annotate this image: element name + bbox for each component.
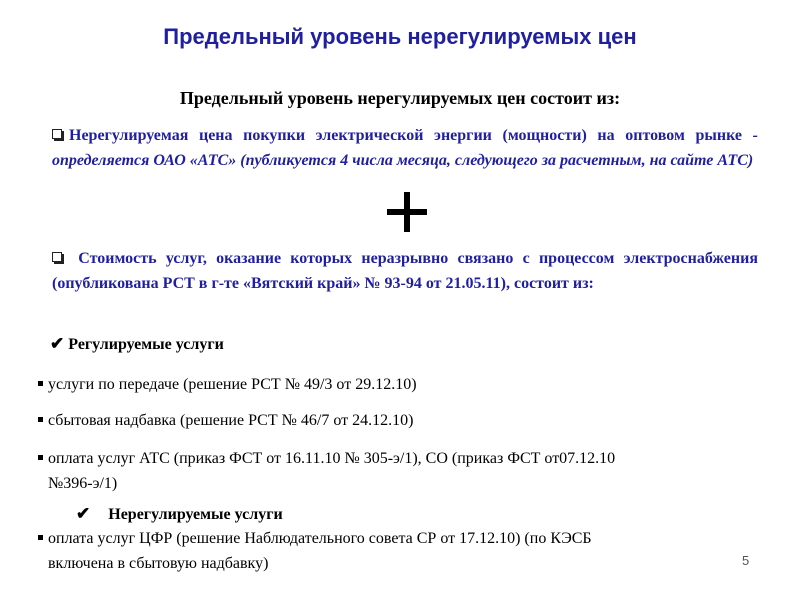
list-item: оплата услуг ЦФР (решение Наблюдательного совета СР от 17.12.10) (по КЭСБ включена в сбытовую надбавку)	[38, 526, 760, 576]
list-item: сбытовая надбавка (решение РСТ № 46/7 от 24.12.10)	[38, 408, 760, 433]
regulated-heading-text: Регулируемые услуги	[68, 336, 224, 353]
bullet-services-cost	[52, 247, 758, 296]
list-item: оплата услуг АТС (приказ ФСТ от 16.11.10 № 305-э/1), СО (приказ ФСТ от07.12.10 №396-э/1)	[38, 446, 760, 496]
page-number: 5	[742, 553, 750, 568]
subtitle: Предельный уровень нерегулируемых цен состоит из:	[179, 88, 621, 108]
bullet-wholesale-price	[52, 124, 758, 173]
slide-title: Предельный уровень нерегулируемых цен	[163, 24, 637, 49]
shadowed-box-icon	[52, 129, 62, 139]
square-bullet-icon	[38, 417, 43, 422]
check-icon: ✔	[76, 504, 91, 523]
bullet-wholesale-italic: - определяется ОАО «АТС» (публикуется 4 числа месяца, следующего за расчетным, на сайте АТС)	[52, 127, 758, 169]
check-icon: ✔	[50, 334, 65, 353]
unregulated-heading-text: Нерегулируемые услуги	[108, 506, 283, 523]
bullet-services-text: Стоимость услуг, оказание которых неразрывно связано с процессом электроснабжения (опубликована РСТ в г-те «Вятский край» № 93-94 от 21.05.11), состоит из:	[52, 250, 759, 292]
list-item: услуги по передаче (решение РСТ № 49/3 от 29.12.10)	[38, 372, 760, 397]
plus-icon	[387, 192, 427, 232]
square-bullet-icon	[38, 381, 43, 386]
square-bullet-icon	[38, 455, 43, 460]
square-bullet-icon	[38, 535, 43, 540]
shadowed-box-icon	[52, 252, 62, 262]
unregulated-heading	[76, 504, 283, 524]
regulated-heading	[50, 334, 224, 354]
bullet-wholesale-text: Нерегулируемая цена покупки электрической энергии (мощности) на оптовом рынке	[69, 127, 753, 144]
